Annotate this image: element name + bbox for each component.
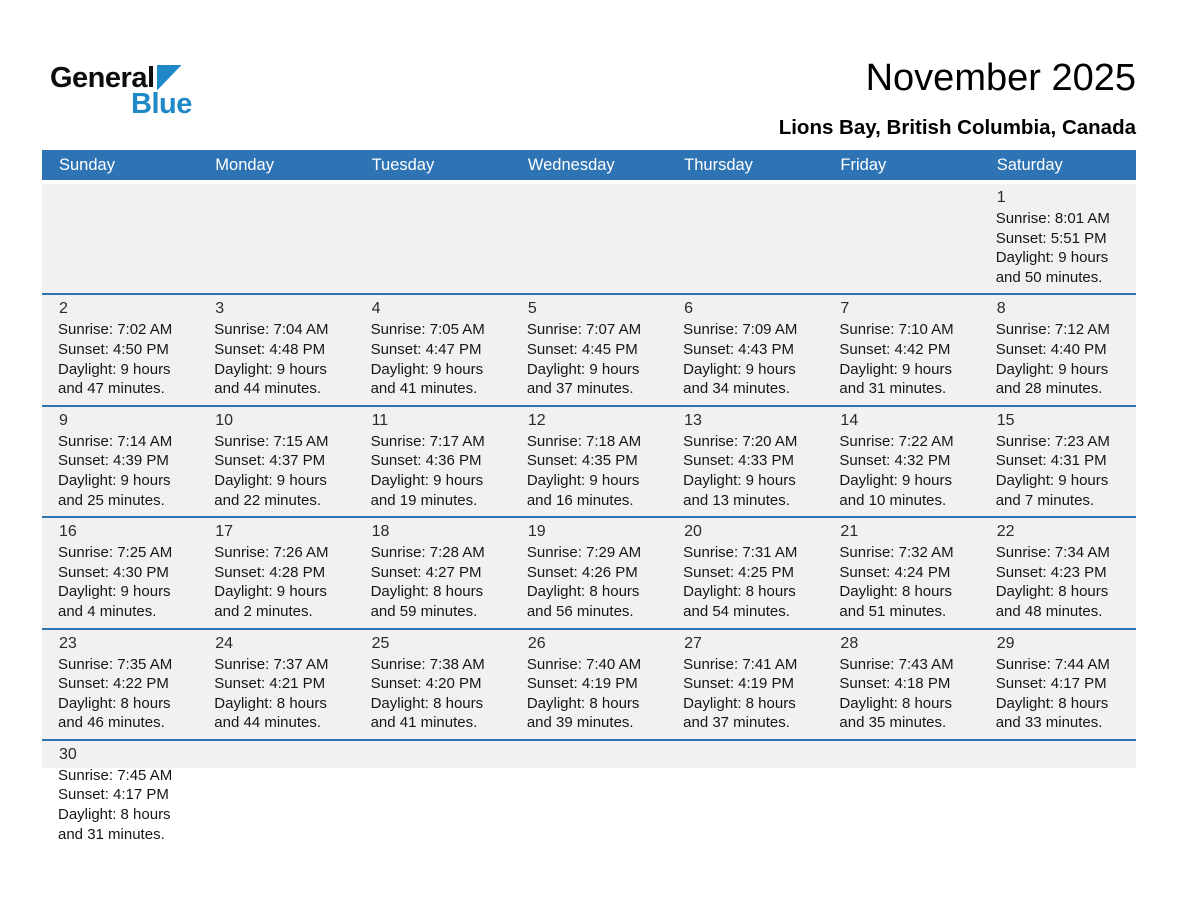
day-number: 22 bbox=[996, 523, 1015, 541]
daylight-text-line1: Daylight: 8 hours bbox=[839, 583, 952, 601]
day-number: 9 bbox=[59, 411, 68, 429]
sunset-text: Sunset: 4:31 PM bbox=[995, 452, 1107, 470]
day-number: 17 bbox=[215, 523, 234, 541]
daylight-text-line1: Daylight: 8 hours bbox=[995, 583, 1109, 601]
sunrise-text: Sunrise: 7:28 AM bbox=[370, 544, 485, 562]
week-row bbox=[42, 293, 1136, 404]
day-number: 12 bbox=[527, 411, 546, 429]
daylight-text-line1: Daylight: 9 hours bbox=[995, 471, 1109, 489]
daylight-text-line2: and 22 minutes. bbox=[214, 491, 322, 509]
day-cell bbox=[823, 630, 979, 739]
day-cell bbox=[823, 407, 979, 516]
sunrise-text: Sunrise: 7:18 AM bbox=[526, 432, 642, 450]
sunset-text: Sunset: 4:35 PM bbox=[526, 452, 638, 470]
day-number: 6 bbox=[684, 300, 694, 318]
day-of-week-header-sunday: Sunday bbox=[59, 156, 115, 174]
sunset-text: Sunset: 4:32 PM bbox=[839, 452, 951, 470]
daylight-text-line1: Daylight: 9 hours bbox=[683, 471, 796, 489]
sunrise-text: Sunrise: 7:10 AM bbox=[839, 321, 954, 339]
empty-day-cell bbox=[355, 741, 511, 850]
daylight-text-line1: Daylight: 9 hours bbox=[683, 360, 796, 378]
sunrise-text: Sunrise: 8:01 AM bbox=[995, 210, 1110, 227]
day-cell bbox=[42, 630, 198, 739]
day-number: 25 bbox=[371, 634, 390, 652]
daylight-text-line2: and 39 minutes. bbox=[526, 714, 634, 732]
daylight-text-line2: and 41 minutes. bbox=[370, 380, 478, 398]
empty-day-cell bbox=[511, 741, 667, 850]
daylight-text-line2: and 25 minutes. bbox=[58, 491, 165, 509]
day-cell bbox=[42, 518, 198, 627]
empty-day-cell bbox=[667, 184, 823, 293]
daylight-text-line1: Daylight: 9 hours bbox=[214, 583, 327, 601]
daylight-text-line1: Daylight: 9 hours bbox=[370, 360, 484, 378]
daylight-text-line2: and 44 minutes. bbox=[214, 380, 322, 398]
sunset-text: Sunset: 4:17 PM bbox=[995, 675, 1107, 693]
day-number: 19 bbox=[527, 523, 546, 541]
sunrise-text: Sunrise: 7:37 AM bbox=[214, 655, 329, 673]
sunset-text: Sunset: 4:21 PM bbox=[214, 675, 326, 693]
daylight-text-line1: Daylight: 9 hours bbox=[526, 471, 640, 489]
sunset-text: Sunset: 4:23 PM bbox=[995, 563, 1107, 581]
day-number: 10 bbox=[215, 411, 234, 429]
sunset-text: Sunset: 4:24 PM bbox=[839, 563, 951, 581]
sunset-text: Sunset: 4:18 PM bbox=[839, 675, 951, 693]
sunset-text: Sunset: 4:43 PM bbox=[683, 340, 795, 358]
sunrise-text: Sunrise: 7:38 AM bbox=[370, 655, 485, 673]
daylight-text-line1: Daylight: 8 hours bbox=[526, 583, 640, 601]
daylight-text-line1: Daylight: 9 hours bbox=[995, 249, 1109, 267]
title-block bbox=[779, 40, 1136, 140]
day-cell bbox=[511, 295, 667, 404]
daylight-text-line1: Daylight: 9 hours bbox=[995, 360, 1109, 378]
day-number: 14 bbox=[840, 411, 859, 429]
sunset-text: Sunset: 4:48 PM bbox=[214, 340, 326, 358]
daylight-text-line2: and 28 minutes. bbox=[995, 380, 1103, 398]
sunrise-text: Sunrise: 7:34 AM bbox=[995, 544, 1110, 562]
day-number: 26 bbox=[527, 634, 546, 652]
general-blue-logo bbox=[50, 40, 290, 121]
sunrise-text: Sunrise: 7:22 AM bbox=[839, 432, 954, 450]
empty-day-cell bbox=[823, 741, 979, 850]
day-cell bbox=[980, 630, 1136, 739]
day-number: 13 bbox=[684, 411, 702, 429]
day-number: 21 bbox=[840, 523, 859, 541]
day-number: 3 bbox=[215, 300, 225, 318]
day-number: 4 bbox=[371, 300, 381, 318]
daylight-text-line2: and 33 minutes. bbox=[995, 714, 1103, 732]
sunrise-text: Sunrise: 7:40 AM bbox=[526, 655, 642, 673]
calendar-weeks bbox=[42, 184, 1136, 850]
day-number: 30 bbox=[59, 745, 77, 763]
sunrise-text: Sunrise: 7:15 AM bbox=[214, 432, 329, 450]
sunrise-text: Sunrise: 7:25 AM bbox=[58, 544, 173, 562]
daylight-text-line1: Daylight: 8 hours bbox=[526, 694, 640, 712]
day-cell bbox=[980, 518, 1136, 627]
sunset-text: Sunset: 4:22 PM bbox=[58, 675, 169, 693]
day-cell bbox=[355, 518, 511, 627]
day-of-week-header-tuesday: Tuesday bbox=[371, 156, 435, 174]
day-cell bbox=[511, 630, 667, 739]
logo-text-general: General bbox=[50, 62, 155, 94]
daylight-text-line2: and 37 minutes. bbox=[526, 380, 634, 398]
sunset-text: Sunset: 5:51 PM bbox=[995, 229, 1107, 247]
sunrise-text: Sunrise: 7:43 AM bbox=[839, 655, 954, 673]
daylight-text-line1: Daylight: 8 hours bbox=[995, 694, 1109, 712]
daylight-text-line2: and 7 minutes. bbox=[995, 491, 1095, 509]
sunset-text: Sunset: 4:19 PM bbox=[683, 675, 795, 693]
sunrise-text: Sunrise: 7:41 AM bbox=[683, 655, 798, 673]
day-cell bbox=[823, 295, 979, 404]
daylight-text-line1: Daylight: 9 hours bbox=[839, 471, 952, 489]
sunrise-text: Sunrise: 7:44 AM bbox=[995, 655, 1110, 673]
week-row bbox=[42, 628, 1136, 739]
daylight-text-line1: Daylight: 9 hours bbox=[370, 471, 484, 489]
daylight-text-line1: Daylight: 8 hours bbox=[58, 694, 171, 712]
day-number: 24 bbox=[215, 634, 234, 652]
daylight-text-line1: Daylight: 8 hours bbox=[839, 694, 952, 712]
daylight-text-line2: and 31 minutes. bbox=[839, 380, 947, 398]
page-title: November 2025 bbox=[865, 57, 1136, 99]
sunset-text: Sunset: 4:19 PM bbox=[526, 675, 638, 693]
sunset-text: Sunset: 4:30 PM bbox=[58, 563, 169, 581]
day-cell bbox=[667, 407, 823, 516]
sunrise-text: Sunrise: 7:26 AM bbox=[214, 544, 329, 562]
sunset-text: Sunset: 4:20 PM bbox=[370, 675, 482, 693]
day-number: 8 bbox=[996, 300, 1006, 318]
daylight-text-line1: Daylight: 8 hours bbox=[370, 694, 484, 712]
day-cell bbox=[198, 518, 354, 627]
daylight-text-line1: Daylight: 9 hours bbox=[58, 583, 171, 601]
day-number: 27 bbox=[684, 634, 702, 652]
daylight-text-line1: Daylight: 9 hours bbox=[58, 360, 171, 378]
daylight-text-line1: Daylight: 8 hours bbox=[370, 583, 484, 601]
sunset-text: Sunset: 4:40 PM bbox=[995, 340, 1107, 358]
week-row bbox=[42, 516, 1136, 627]
sunset-text: Sunset: 4:27 PM bbox=[370, 563, 482, 581]
sunset-text: Sunset: 4:33 PM bbox=[683, 452, 795, 470]
daylight-text-line2: and 50 minutes. bbox=[995, 268, 1103, 286]
day-cell bbox=[198, 407, 354, 516]
day-cell bbox=[355, 630, 511, 739]
sunset-text: Sunset: 4:26 PM bbox=[526, 563, 638, 581]
day-of-week-header-wednesday: Wednesday bbox=[527, 156, 615, 174]
day-cell bbox=[42, 741, 198, 850]
daylight-text-line2: and 4 minutes. bbox=[58, 602, 157, 620]
day-number: 2 bbox=[59, 300, 68, 318]
day-of-week-header-monday: Monday bbox=[215, 156, 274, 174]
daylight-text-line2: and 34 minutes. bbox=[683, 380, 790, 398]
daylight-text-line2: and 59 minutes. bbox=[370, 602, 478, 620]
daylight-text-line2: and 56 minutes. bbox=[526, 602, 634, 620]
day-cell bbox=[355, 407, 511, 516]
empty-day-cell bbox=[198, 741, 354, 850]
sunrise-text: Sunrise: 7:14 AM bbox=[58, 432, 173, 450]
daylight-text-line2: and 13 minutes. bbox=[683, 491, 790, 509]
day-of-week-header-row bbox=[42, 150, 1136, 180]
daylight-text-line2: and 37 minutes. bbox=[683, 714, 790, 732]
sunrise-text: Sunrise: 7:05 AM bbox=[370, 321, 485, 339]
empty-day-cell bbox=[511, 184, 667, 293]
sunset-text: Sunset: 4:37 PM bbox=[214, 452, 326, 470]
day-cell bbox=[511, 518, 667, 627]
day-of-week-header-saturday: Saturday bbox=[996, 156, 1063, 174]
day-cell bbox=[198, 295, 354, 404]
daylight-text-line2: and 35 minutes. bbox=[839, 714, 947, 732]
daylight-text-line1: Daylight: 9 hours bbox=[58, 471, 171, 489]
day-cell bbox=[823, 518, 979, 627]
page-header bbox=[0, 0, 1188, 150]
sunrise-text: Sunrise: 7:45 AM bbox=[58, 766, 173, 784]
empty-day-cell bbox=[823, 184, 979, 293]
day-of-week-header-thursday: Thursday bbox=[684, 156, 753, 174]
day-cell bbox=[667, 518, 823, 627]
sunrise-text: Sunrise: 7:35 AM bbox=[58, 655, 173, 673]
week-row bbox=[42, 739, 1136, 850]
daylight-text-line2: and 10 minutes. bbox=[839, 491, 947, 509]
week-row bbox=[42, 405, 1136, 516]
empty-day-cell bbox=[42, 184, 198, 293]
day-cell bbox=[511, 407, 667, 516]
daylight-text-line1: Daylight: 8 hours bbox=[58, 806, 171, 824]
sunset-text: Sunset: 4:28 PM bbox=[214, 563, 326, 581]
daylight-text-line1: Daylight: 9 hours bbox=[214, 360, 327, 378]
calendar bbox=[42, 150, 1136, 850]
day-number: 28 bbox=[840, 634, 859, 652]
sunrise-text: Sunrise: 7:02 AM bbox=[58, 321, 173, 339]
sunset-text: Sunset: 4:39 PM bbox=[58, 452, 169, 470]
day-cell bbox=[667, 295, 823, 404]
day-number: 15 bbox=[996, 411, 1015, 429]
day-of-week-header-friday: Friday bbox=[840, 156, 887, 174]
day-number: 1 bbox=[996, 189, 1006, 206]
daylight-text-line1: Daylight: 9 hours bbox=[214, 471, 327, 489]
day-number: 23 bbox=[59, 634, 77, 652]
day-number: 20 bbox=[684, 523, 702, 541]
day-cell bbox=[667, 630, 823, 739]
sunrise-text: Sunrise: 7:04 AM bbox=[214, 321, 329, 339]
day-cell bbox=[980, 407, 1136, 516]
sunrise-text: Sunrise: 7:09 AM bbox=[683, 321, 798, 339]
day-cell bbox=[355, 295, 511, 404]
sunrise-text: Sunrise: 7:12 AM bbox=[995, 321, 1110, 339]
sunset-text: Sunset: 4:36 PM bbox=[370, 452, 482, 470]
daylight-text-line1: Daylight: 9 hours bbox=[526, 360, 640, 378]
sunset-text: Sunset: 4:25 PM bbox=[683, 563, 795, 581]
day-number: 7 bbox=[840, 300, 850, 318]
daylight-text-line2: and 41 minutes. bbox=[370, 714, 478, 732]
day-number: 5 bbox=[527, 300, 537, 318]
logo-text-blue: Blue bbox=[131, 88, 192, 120]
sunrise-text: Sunrise: 7:29 AM bbox=[526, 544, 642, 562]
daylight-text-line2: and 46 minutes. bbox=[58, 714, 165, 732]
daylight-text-line1: Daylight: 8 hours bbox=[683, 694, 796, 712]
daylight-text-line1: Daylight: 8 hours bbox=[214, 694, 327, 712]
day-cell bbox=[198, 630, 354, 739]
sunset-text: Sunset: 4:42 PM bbox=[839, 340, 951, 358]
sunset-text: Sunset: 4:47 PM bbox=[370, 340, 482, 358]
sunset-text: Sunset: 4:50 PM bbox=[58, 340, 169, 358]
sunrise-text: Sunrise: 7:20 AM bbox=[683, 432, 798, 450]
day-number: 16 bbox=[59, 523, 77, 541]
sunset-text: Sunset: 4:17 PM bbox=[58, 786, 169, 804]
sunrise-text: Sunrise: 7:31 AM bbox=[683, 544, 798, 562]
day-number: 29 bbox=[996, 634, 1015, 652]
daylight-text-line2: and 2 minutes. bbox=[214, 602, 313, 620]
empty-day-cell bbox=[198, 184, 354, 293]
sunrise-text: Sunrise: 7:17 AM bbox=[370, 432, 485, 450]
daylight-text-line2: and 19 minutes. bbox=[370, 491, 478, 509]
day-cell bbox=[980, 295, 1136, 404]
day-number: 18 bbox=[371, 523, 390, 541]
daylight-text-line2: and 54 minutes. bbox=[683, 602, 790, 620]
empty-day-cell bbox=[980, 741, 1136, 850]
day-cell bbox=[42, 295, 198, 404]
sunrise-text: Sunrise: 7:07 AM bbox=[526, 321, 642, 339]
daylight-text-line2: and 51 minutes. bbox=[839, 602, 947, 620]
daylight-text-line2: and 47 minutes. bbox=[58, 380, 165, 398]
day-cell bbox=[980, 184, 1136, 293]
sunrise-text: Sunrise: 7:32 AM bbox=[839, 544, 954, 562]
daylight-text-line1: Daylight: 8 hours bbox=[683, 583, 796, 601]
daylight-text-line1: Daylight: 9 hours bbox=[839, 360, 952, 378]
day-number: 11 bbox=[371, 411, 389, 429]
daylight-text-line2: and 31 minutes. bbox=[58, 825, 165, 843]
day-cell bbox=[42, 407, 198, 516]
daylight-text-line2: and 16 minutes. bbox=[526, 491, 634, 509]
sunrise-text: Sunrise: 7:23 AM bbox=[995, 432, 1110, 450]
empty-day-cell bbox=[667, 741, 823, 850]
daylight-text-line2: and 48 minutes. bbox=[995, 602, 1103, 620]
week-row bbox=[42, 184, 1136, 293]
sunset-text: Sunset: 4:45 PM bbox=[526, 340, 638, 358]
daylight-text-line2: and 44 minutes. bbox=[214, 714, 322, 732]
empty-day-cell bbox=[355, 184, 511, 293]
page-subtitle: Lions Bay, British Columbia, Canada bbox=[778, 115, 1136, 139]
